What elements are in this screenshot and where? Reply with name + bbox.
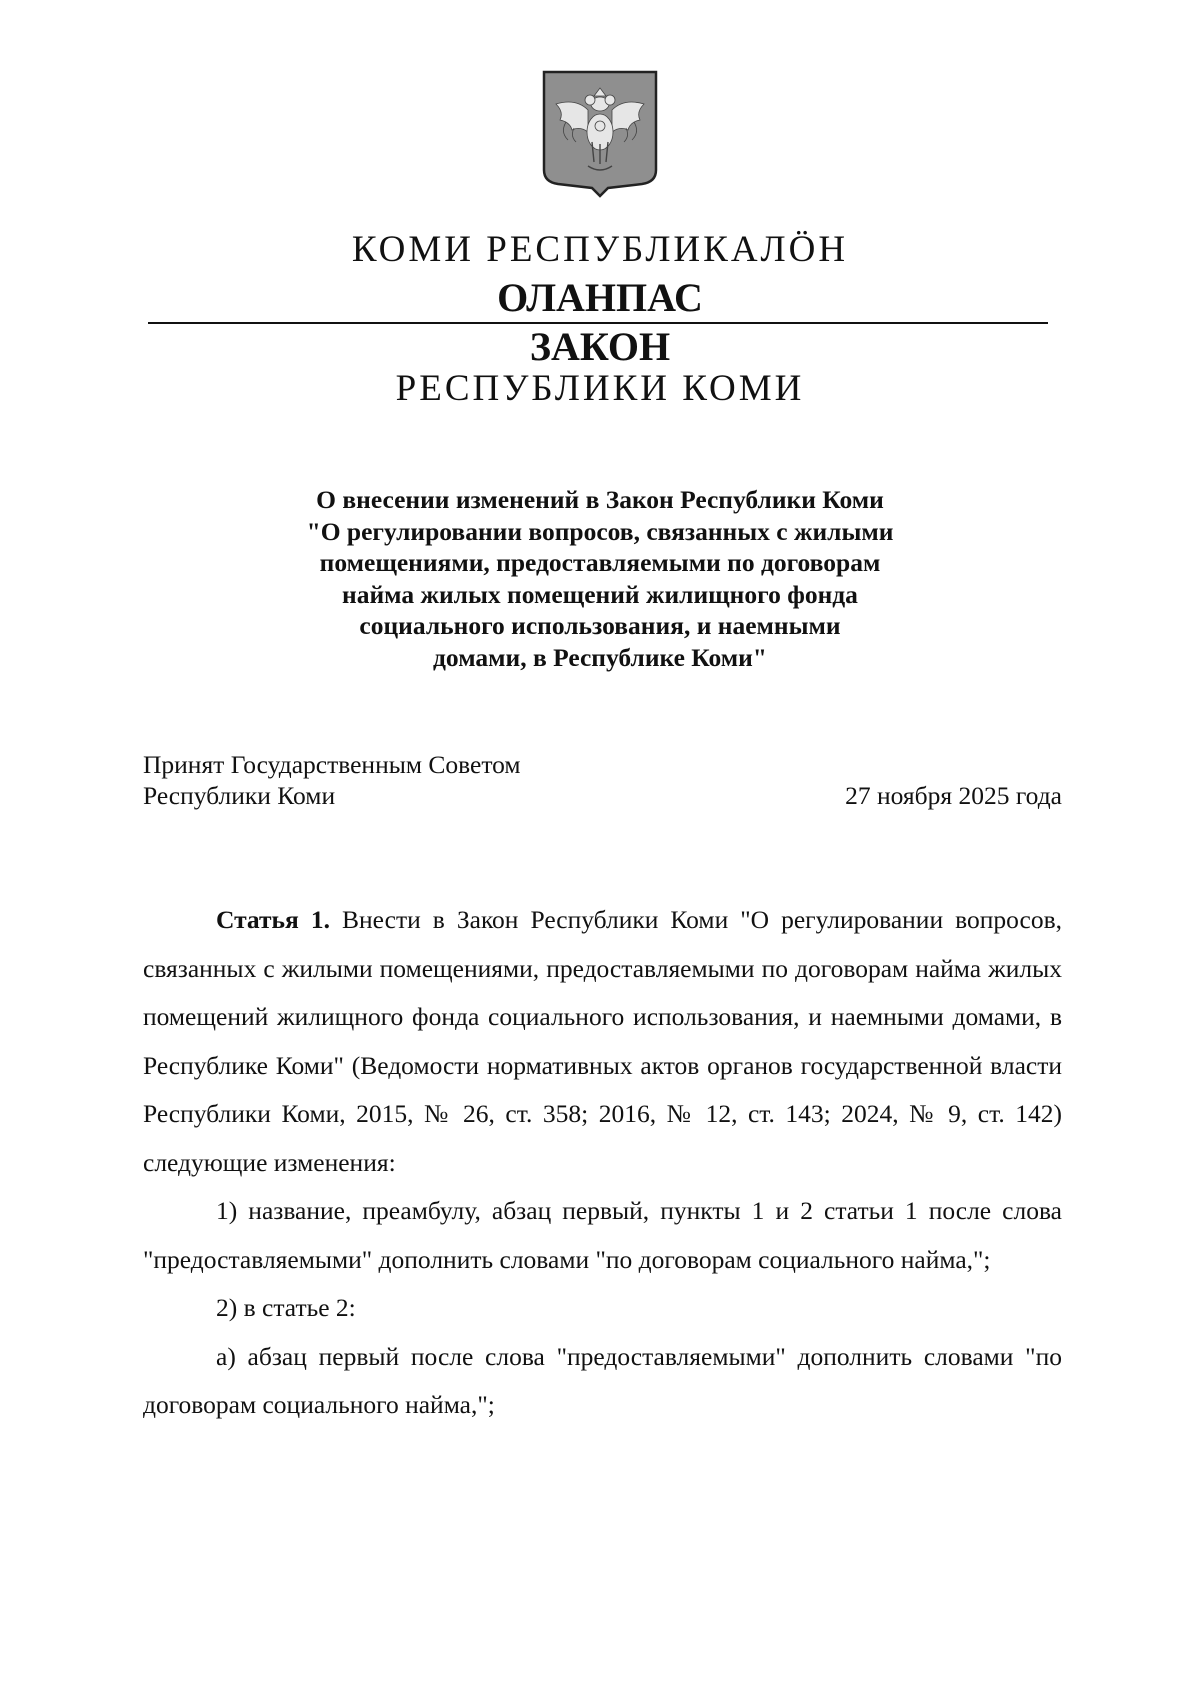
law-title-line: "О регулировании вопросов, связанных с жилыми	[306, 516, 894, 546]
adoption-line-2: Республики Коми	[143, 781, 336, 810]
header-republic-name: РЕСПУБЛИКИ КОМИ	[395, 368, 805, 409]
article-1-intro	[143, 896, 1062, 1187]
law-title-line: помещениями, предоставляемыми по договорам	[319, 548, 881, 577]
article-1	[143, 896, 1062, 1430]
adoption-date: 27 ноября 2025 года	[845, 781, 1062, 810]
adoption-line-1: Принят Государственным Советом	[143, 750, 521, 779]
adoption-body	[143, 749, 521, 811]
header-zakon: ЗАКОН	[529, 324, 671, 369]
article-1-item: 2) в статье 2:	[216, 1293, 356, 1322]
law-title-line: О внесении изменений в Закон Республики Коми	[316, 485, 884, 514]
law-title-line: социального использования, и наемными	[359, 611, 841, 640]
article-1-item: а) абзац первый после слова "предоставляемыми" дополнить словами "по договорам социального найма,";	[143, 1341, 1062, 1419]
header-olanpas: ОЛАНПАС	[497, 275, 703, 320]
coat-of-arms-emblem	[542, 70, 658, 198]
header-komi-language-title: КОМИ РЕСПУБЛИКАЛӦН	[351, 229, 849, 270]
law-title	[0, 484, 1200, 673]
article-1-heading: Статья 1.	[216, 905, 330, 934]
article-1-item: 1) название, преамбулу, абзац первый, пункты 1 и 2 статьи 1 после слова "предоставляемыми" дополнить словами "по договорам социального найма,";	[143, 1196, 1062, 1274]
law-title-line: найма жилых помещений жилищного фонда	[342, 579, 858, 609]
law-title-line: домами, в Республике Коми"	[433, 642, 767, 672]
article-1-intro-text: Внести в Закон Республики Коми "О регулировании вопросов, связанных с жилыми помещениями, предоставляемыми по договорам найма жилых помещений жилищного фонда социального использования, и наемными домами, в Республике Коми" (Ведомости нормативных актов органов государственной власти Республики Коми, 2015, № 26, ст. 358; 2016, № 12, ст. 143; 2024, № 9, ст. 142) следующие изменения:	[143, 905, 1063, 1177]
